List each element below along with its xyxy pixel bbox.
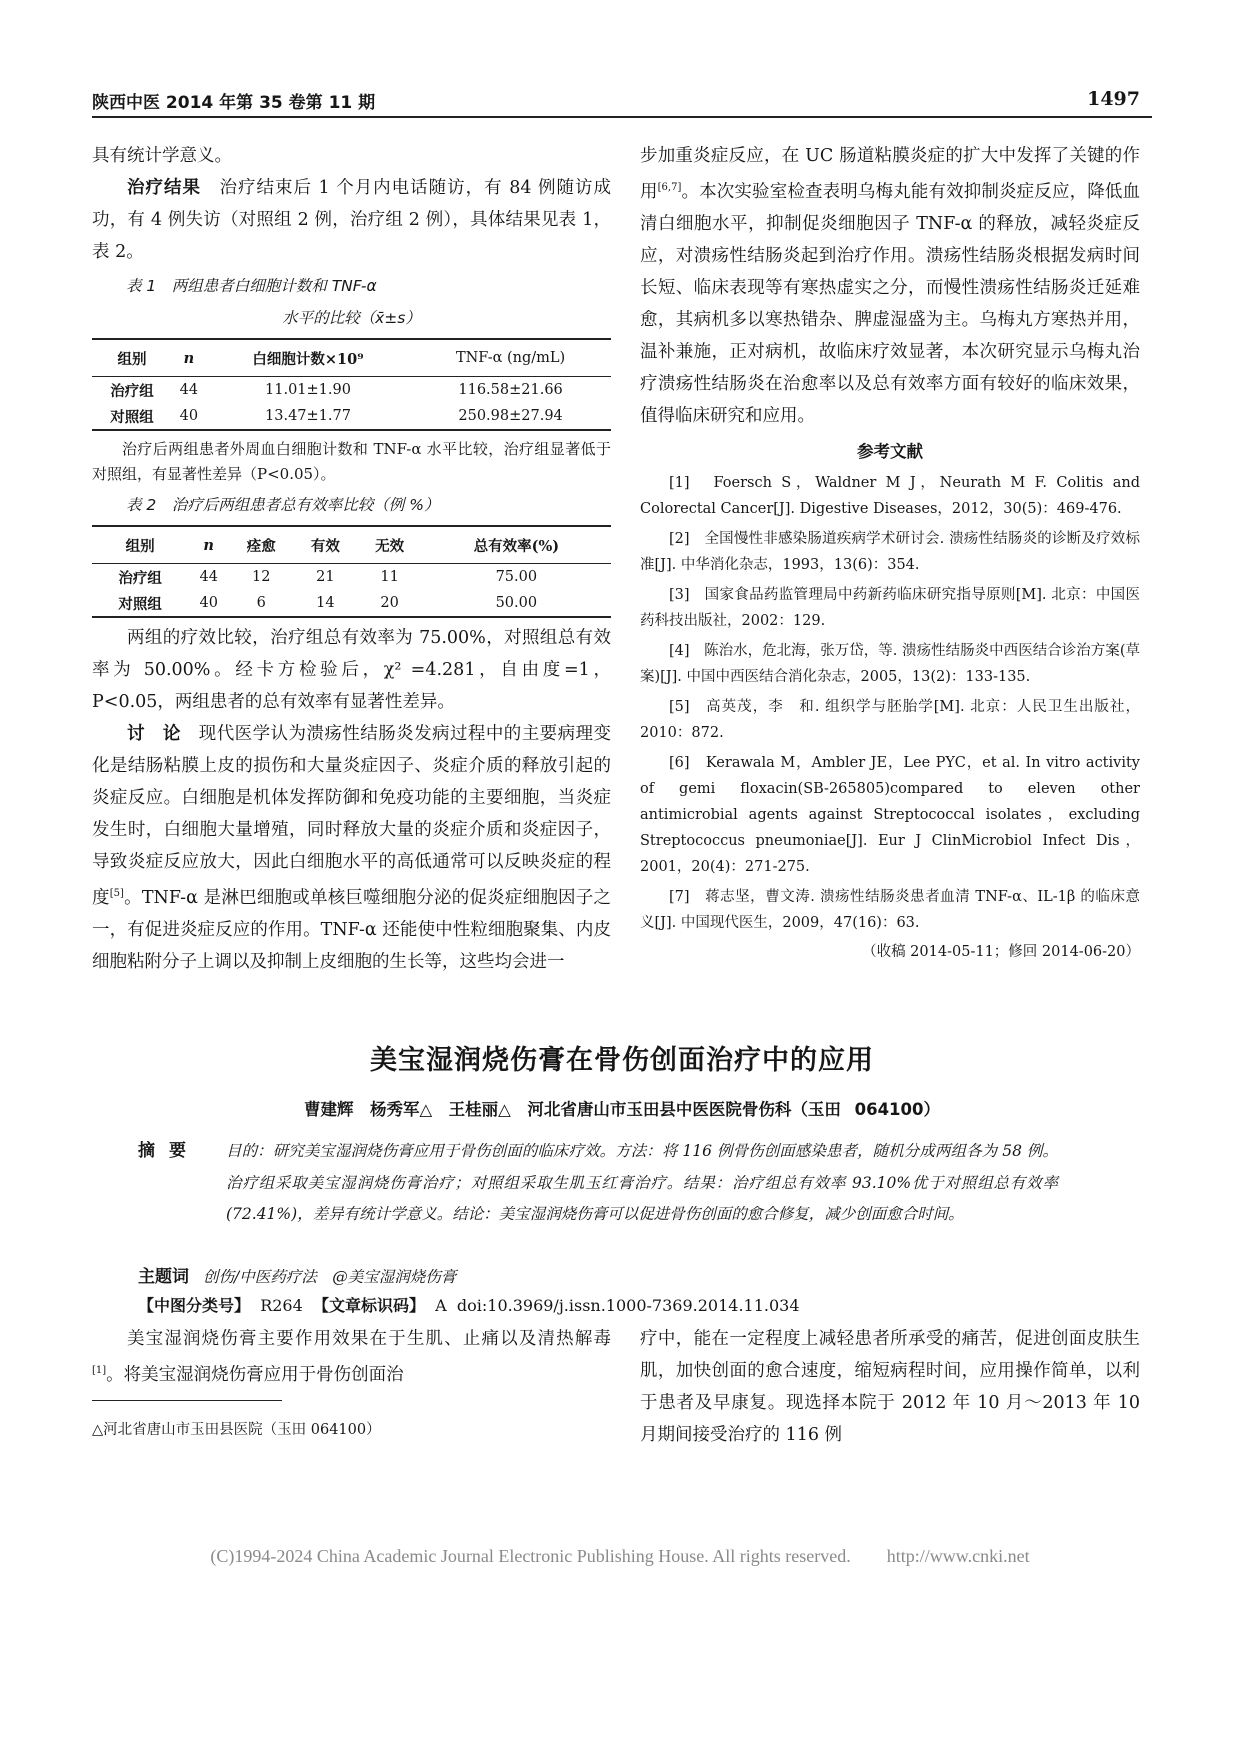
abstract-text: 目的：研究美宝湿润烧伤膏应用于骨伤创面的临床疗效。方法：将 116 例骨伤创面感染患者，随机分成两组各为 58 例。治疗组采取美宝湿润烧伤膏治疗；对照组采取生肌玉红膏治疗。结果：治疗组总有效率 93.10%优于对照组总有效率(72.41%)，差异有统计学意义。结论：美宝湿润烧伤膏可以促进骨伤创面的愈合修复，减少创面愈合时间。 xyxy=(226,1142,1058,1223)
table2-cell: 40 xyxy=(188,590,229,617)
doi: doi:10.3969/j.issn.1000-7369.2014.11.034 xyxy=(456,1296,800,1315)
article2-intro xyxy=(92,1323,611,1391)
table1-caption-line2: 水平的比较（x̄±s） xyxy=(282,309,421,327)
citation: [6,7] xyxy=(657,182,682,193)
table2-header: n xyxy=(188,526,229,564)
results-text: 治疗结束后 1 个月内电话随访，有 84 例随访成功，有 4 例失访（对照组 2 例，治疗组 2 例），具体结果见表 1，表 2。 xyxy=(92,178,612,262)
table1-caption: 表 1 两组患者白细胞计数和 TNF-α xyxy=(126,277,377,295)
table2-header: 总有效率(%) xyxy=(422,526,611,564)
table2-header: 痊愈 xyxy=(229,526,293,564)
discussion-continued xyxy=(640,140,1140,432)
table2-cell: 对照组 xyxy=(92,590,188,617)
right-column xyxy=(640,140,1140,964)
left-column xyxy=(92,140,611,978)
table2-cell: 11 xyxy=(380,569,399,585)
reference-item: [4] 陈治水，危北海，张万岱，等. 溃疡性结肠炎中西医结合诊治方案(草案)[J]. 中国中西医结合消化杂志，2005，13(2)：133-135. xyxy=(640,642,1140,685)
table2-cell: 21 xyxy=(316,569,335,585)
reference-item: [3] 国家食品药监管理局中药新药临床研究指导原则[M]. 北京：中国医药科技出版社，2002：129. xyxy=(640,586,1140,629)
table1-header: TNF-α (ng/mL) xyxy=(410,339,611,377)
received-date: （收稿 2014-05-11；修回 2014-06-20） xyxy=(862,943,1140,960)
table2-cell: 14 xyxy=(293,590,357,617)
efficacy-paragraph: 两组的疗效比较，治疗组总有效率为 75.00%，对照组总有效率为 50.00%。经卡方检验后，χ² =4.281，自由度=1，P<0.05，两组患者的总有效率有显著性差异。 xyxy=(92,628,611,712)
results-paragraph xyxy=(92,172,611,268)
table2-cell: 12 xyxy=(251,569,271,585)
article2-intro-text-2: 。将美宝湿润烧伤膏应用于骨伤创面治 xyxy=(106,1364,404,1385)
footnote-rule xyxy=(92,1400,282,1401)
table1 xyxy=(92,338,611,431)
journal-name: 陕西中医 2014 年第 35 卷第 11 期 xyxy=(92,93,376,113)
reference-item: [6] Kerawala M，Ambler JE，Lee PYC，et al. In vitro activity of gemi floxacin(SB-265805)compared to eleven other antimicrobial agents against Streptococcal isolates，excluding Streptococcus pneumoniae[J]. Eur J ClinMicrobiol Infect Dis，2001，20(4)：271-275. xyxy=(640,754,1140,875)
copyright-watermark: (C)1994-2024 China Academic Journal Electronic Publishing House. All rights reserved. http://www.cnki.net xyxy=(210,1546,1030,1566)
citation: [5] xyxy=(109,888,124,899)
table2-header: 组别 xyxy=(92,526,188,564)
class-value: R264 xyxy=(260,1296,303,1315)
discussion-continued-text-2: 。本次实验室检查表明乌梅丸能有效抑制炎症反应，降低血清白细胞水平，抑制促炎细胞因子 TNF-α 的释放，减轻炎症反应，对溃疡性结肠炎起到治疗作用。溃疡性结肠炎根据发病时间长短、临床表现等有寒热虚实之分，而慢性溃疡性结肠炎迁延难愈，其病机多以寒热错杂、脾虚湿盛为主。乌梅丸方寒热并用，温补兼施，正对病机，故临床疗效显著，本次研究显示乌梅丸治疗溃疡性结肠炎在治愈率以及总有效率方面有较好的临床效果，值得临床研究和应用。 xyxy=(640,181,1140,426)
reference-item: [7] 蒋志坚，曹文涛. 溃疡性结肠炎患者血清 TNF-α、IL-1β 的临床意义[J]. 中国现代医生，2009，47(16)：63. xyxy=(640,888,1140,931)
table1-cell: 116.58±21.66 xyxy=(458,382,563,398)
references-heading: 参考文献 xyxy=(857,441,923,461)
table1-cell: 44 xyxy=(179,382,199,398)
table2-cell: 75.00 xyxy=(495,569,538,585)
paragraph-continued: 具有统计学意义。 xyxy=(92,146,232,166)
table1-cell: 对照组 xyxy=(92,403,172,430)
table2-header: 无效 xyxy=(358,526,422,564)
class-label: 【中图分类号】 xyxy=(138,1296,251,1315)
reference-item: [5] 高英茂，李 和. 组织学与胚胎学[M]. 北京：人民卫生出版社，2010：872. xyxy=(640,698,1140,741)
table2-cell: 6 xyxy=(229,590,293,617)
table1-header: 组别 xyxy=(92,339,172,377)
discussion-text-2: 。TNF-α 是淋巴细胞或单核巨噬细胞分泌的促炎症细胞因子之一，有促进炎症反应的作用。TNF-α 还能使中性粒细胞聚集、内皮细胞粘附分子上调以及抑制上皮细胞的生长等，这些均会进一 xyxy=(92,887,611,972)
header-rule xyxy=(92,116,1152,118)
footnote: △河北省唐山市玉田县医院（玉田 064100） xyxy=(92,1422,381,1438)
discussion-text: 现代医学认为溃疡性结肠炎发病过程中的主要病理变化是结肠粘膜上皮的损伤和大量炎症因子、炎症介质的释放引起的炎症反应。白细胞是机体发挥防御和免疫功能的主要细胞，当炎症发生时，白细胞大量增殖，同时释放大量的炎症介质和炎症因子，导致炎症反应放大，因此白细胞水平的高低通常可以反映炎症的程度 xyxy=(92,724,611,908)
table1-cell: 40 xyxy=(172,403,206,430)
table1-cell: 11.01±1.90 xyxy=(265,382,351,398)
page-number: 1497 xyxy=(1087,88,1140,110)
article2-intro-continued: 疗中，能在一定程度上减轻患者所承受的痛苦，促进创面皮肤生肌，加快创面的愈合速度，缩短病程时间，应用操作简单，以利于患者及早康复。现选择本院于 2012 年 10 月～2013 年 10 月期间接受治疗的 116 例 xyxy=(640,1329,1140,1445)
running-header xyxy=(92,88,1152,114)
article-title: 美宝湿润烧伤膏在骨伤创面治疗中的应用 xyxy=(370,1045,874,1076)
article2-intro-text: 美宝湿润烧伤膏主要作用效果在于生肌、止痛以及清热解毒 xyxy=(127,1329,611,1349)
table2-cell: 治疗组 xyxy=(118,569,162,587)
results-label: 治疗结果 xyxy=(127,178,201,198)
article-authors: 曹建辉 杨秀军△ 王桂丽△ 河北省唐山市玉田县中医医院骨伤科（玉田 064100） xyxy=(303,1100,940,1119)
keywords xyxy=(138,1262,1058,1287)
table1-cell: 13.47±1.77 xyxy=(206,403,410,430)
doc-label: 【文章标识码】 xyxy=(312,1296,425,1315)
table2-header: 有效 xyxy=(293,526,357,564)
table1-note: 治疗后两组患者外周血白细胞计数和 TNF-α 水平比较，治疗组显著低于对照组，有显著性差异（P<0.05）。 xyxy=(92,440,611,483)
table2-cell: 20 xyxy=(358,590,422,617)
article2-body-right xyxy=(640,1323,1140,1451)
table2-row xyxy=(92,564,611,591)
citation: [1] xyxy=(92,1365,107,1376)
doc-value: A xyxy=(435,1296,447,1315)
classification-line xyxy=(138,1293,1098,1316)
abstract xyxy=(138,1136,1058,1231)
article2-body-left xyxy=(92,1323,611,1391)
reference-item: [1] Foersch S，Waldner M J，Neurath M F. Colitis and Colorectal Cancer[J]. Digestive Diseases，2012，30(5)：469-476. xyxy=(640,474,1140,517)
table1-header: 白细胞计数×10⁹ xyxy=(206,339,410,377)
table1-row xyxy=(92,377,611,404)
keywords-text: 创伤/中医药疗法 @美宝湿润烧伤膏 xyxy=(203,1268,457,1286)
table2-caption: 表 2 治疗后两组患者总有效率比较（例 %） xyxy=(126,496,440,514)
table1-row xyxy=(92,403,611,430)
discussion-continued-text: 步加重炎症反应，在 UC 肠道粘膜炎症的扩大中发挥了关键的作用 xyxy=(640,146,1140,202)
table2 xyxy=(92,525,611,618)
keywords-label: 主题词 xyxy=(138,1267,189,1287)
table2-row xyxy=(92,590,611,617)
discussion-label: 讨 论 xyxy=(127,724,181,744)
table1-cell: 250.98±27.94 xyxy=(410,403,611,430)
reference-item: [2] 全国慢性非感染肠道疾病学术研讨会. 溃疡性结肠炎的诊断及疗效标准[J]. 中华消化杂志，1993，13(6)：354. xyxy=(640,530,1140,573)
table2-cell: 50.00 xyxy=(422,590,611,617)
discussion-paragraph xyxy=(92,718,611,978)
table1-cell: 治疗组 xyxy=(110,382,154,400)
table1-header: n xyxy=(172,339,206,377)
abstract-label: 摘要 xyxy=(138,1141,200,1161)
table2-cell: 44 xyxy=(199,569,218,585)
